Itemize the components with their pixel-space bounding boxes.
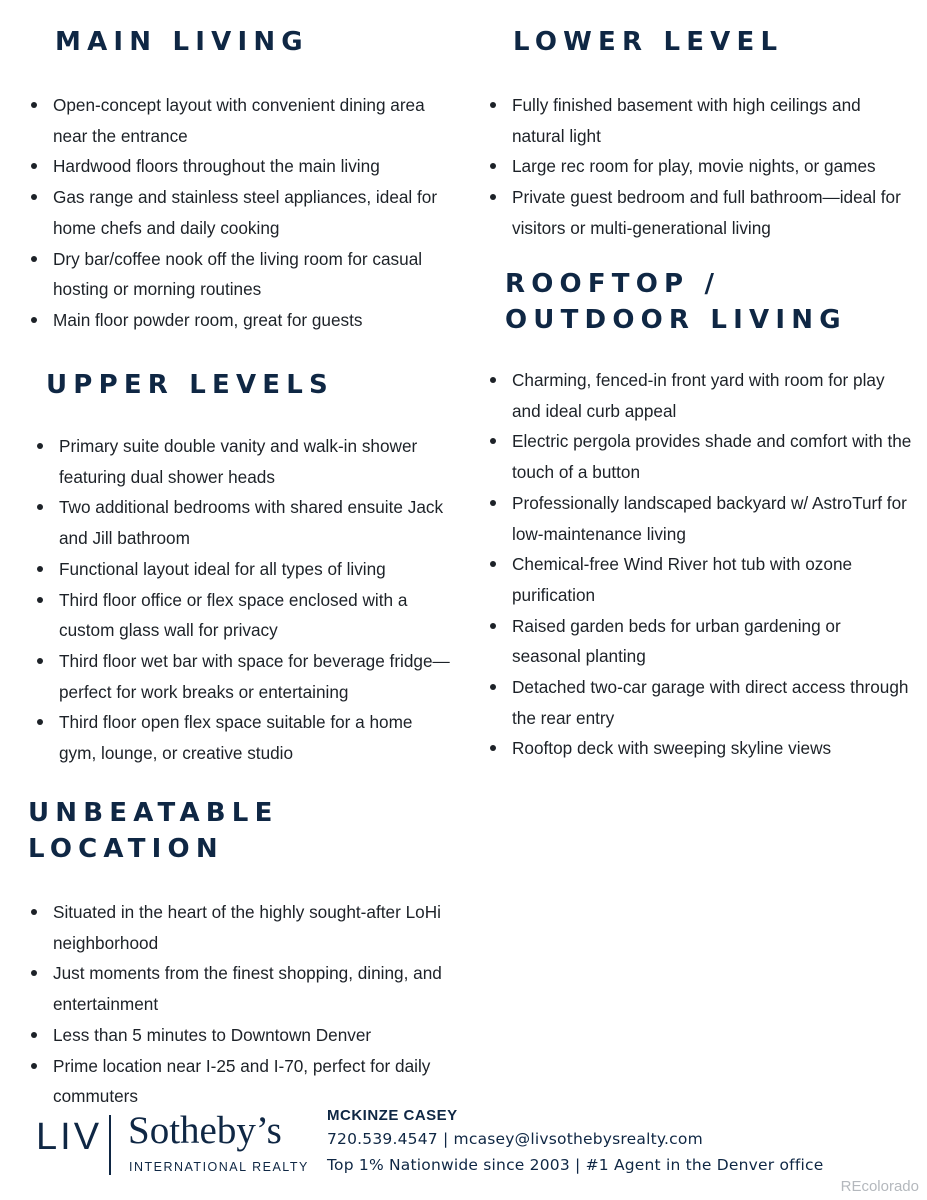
footer — [0, 1100, 927, 1200]
agent-tagline: Top 1% Nationwide since 2003 | #1 Agent in the Denver office — [327, 1156, 824, 1174]
lower-level-heading: LOWER LEVEL — [513, 27, 784, 57]
lower-level-list — [487, 90, 912, 244]
list-item: Situated in the heart of the highly sought-after LoHi neighborhood — [28, 897, 458, 958]
list-item: Dry bar/coffee nook off the living room for casual hosting or morning routines — [28, 244, 458, 305]
rooftop-section — [487, 266, 912, 764]
agent-name: MCKINZE CASEY — [327, 1107, 458, 1124]
list-item: Functional layout ideal for all types of living — [34, 554, 454, 585]
rooftop-heading: ROOFTOP / OUTDOOR LIVING — [505, 269, 847, 335]
agent-info — [327, 1106, 823, 1178]
list-item: Less than 5 minutes to Downtown Denver — [28, 1020, 458, 1051]
list-item: Fully finished basement with high ceilings and natural light — [487, 90, 912, 151]
list-item: Chemical-free Wind River hot tub with ozone purification — [487, 549, 912, 610]
list-item: Detached two-car garage with direct access through the rear entry — [487, 672, 912, 733]
list-item: Open-concept layout with convenient dining area near the entrance — [28, 90, 458, 151]
international-realty-text: INTERNATIONAL REALTY — [129, 1160, 309, 1174]
list-item: Main floor powder room, great for guests — [28, 305, 458, 336]
list-item: Professionally landscaped backyard w/ AstroTurf for low-maintenance living — [487, 488, 912, 549]
liv-logo-text: LIV — [36, 1116, 103, 1158]
sothebys-logo-text: Sotheby’s — [128, 1109, 282, 1152]
upper-levels-heading: UPPER LEVELS — [46, 370, 334, 400]
lower-level-section — [487, 24, 912, 244]
list-item: Primary suite double vanity and walk-in shower featuring dual shower heads — [34, 431, 454, 492]
logo-divider — [109, 1115, 111, 1175]
list-item: Raised garden beds for urban gardening or seasonal planting — [487, 611, 912, 672]
recolorado-watermark: REcolorado — [840, 1178, 919, 1195]
upper-levels-section — [34, 367, 454, 769]
main-living-heading: MAIN LIVING — [55, 27, 309, 57]
location-section — [28, 795, 458, 1112]
main-living-list — [28, 90, 458, 336]
list-item: Charming, fenced-in front yard with room for play and ideal curb appeal — [487, 365, 912, 426]
list-item: Third floor open flex space suitable for a home gym, lounge, or creative studio — [34, 707, 454, 768]
list-item: Just moments from the finest shopping, dining, and entertainment — [28, 958, 458, 1019]
main-living-section — [28, 24, 458, 336]
list-item: Third floor wet bar with space for beverage fridge—perfect for work breaks or entertaining — [34, 646, 454, 707]
list-item: Large rec room for play, movie nights, or games — [487, 151, 912, 182]
list-item: Private guest bedroom and full bathroom—ideal for visitors or multi-generational living — [487, 182, 912, 243]
list-item: Prime location near I-25 and I-70, perfect for daily commuters — [28, 1051, 458, 1112]
list-item: Third floor office or flex space enclosed with a custom glass wall for privacy — [34, 585, 454, 646]
list-item: Gas range and stainless steel appliances, ideal for home chefs and daily cooking — [28, 182, 458, 243]
agent-contact: 720.539.4547 | mcasey@livsothebysrealty.com — [327, 1130, 703, 1148]
list-item: Two additional bedrooms with shared ensuite Jack and Jill bathroom — [34, 492, 454, 553]
location-list — [28, 897, 458, 1112]
location-heading: UNBEATABLE LOCATION — [28, 798, 279, 864]
list-item: Electric pergola provides shade and comfort with the touch of a button — [487, 426, 912, 487]
list-item: Rooftop deck with sweeping skyline views — [487, 733, 912, 764]
upper-levels-list — [34, 431, 454, 769]
list-item: Hardwood floors throughout the main living — [28, 151, 458, 182]
rooftop-list — [487, 365, 912, 764]
